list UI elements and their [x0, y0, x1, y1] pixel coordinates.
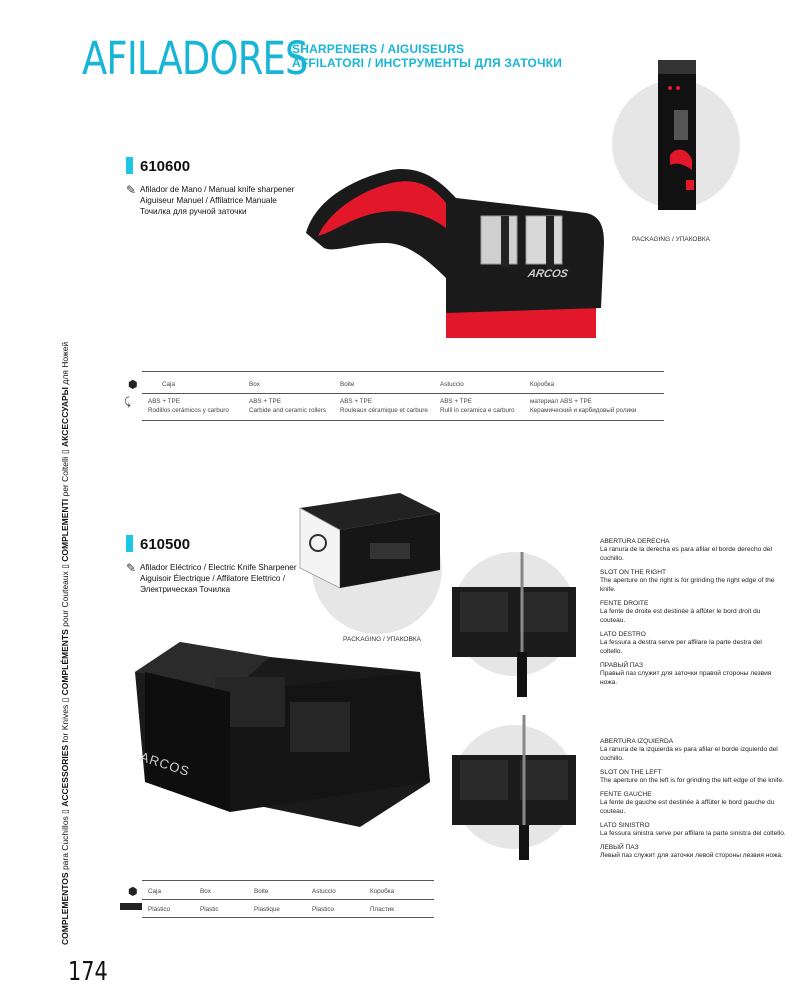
right-slot-detail-image: [452, 552, 576, 702]
packaging-box-image: [290, 488, 450, 598]
note-heading: SLOT ON THE LEFT: [600, 769, 662, 776]
note-body: La fessura sinistra serve per affilare la parte sinistra del coltello.: [600, 830, 786, 837]
note-heading: ABERTURA IZQUIERDA: [600, 738, 674, 745]
note-body: La ranura de la derecha es para afilar el borde derecho del cuchillo.: [600, 546, 772, 562]
table-divider: [142, 371, 664, 372]
note-body: The aperture on the right is for grinding the right edge of the knife.: [600, 577, 775, 593]
page-title: AFILADORES: [82, 32, 308, 85]
material-icon: [120, 903, 142, 910]
table-header-cell: Caja: [162, 381, 175, 388]
note-block: [600, 569, 786, 594]
note-heading: FENTE GAUCHE: [600, 791, 652, 798]
sidebar-text-part: per Coltelli ▯: [60, 446, 70, 499]
note-block: [600, 844, 786, 860]
right-slot-notes: [600, 538, 786, 693]
sidebar-text-part: для Ножей: [60, 341, 70, 387]
packaging-caption: PACKAGING / УПАКОВКА: [343, 636, 421, 643]
packaging-box-image: [648, 60, 708, 210]
note-block: [600, 791, 786, 816]
left-slot-detail-image: [452, 715, 576, 865]
page-number: 174: [68, 957, 108, 987]
table-header-cell: Astuccio: [440, 381, 464, 388]
code-marker: [126, 157, 133, 174]
material-icon: ⤹: [124, 396, 131, 408]
table-cell: Plastico: [312, 906, 335, 913]
note-block: [600, 600, 786, 625]
table-header-cell: Коробка: [530, 381, 555, 388]
manual-sharpener-image: [296, 158, 614, 348]
note-heading: LATO SINISTRO: [600, 822, 650, 829]
sidebar-text-part: COMPLEMENTI: [60, 498, 70, 562]
page-subtitle-line2: AFFILATORI / ИНСТРУМЕНТЫ ДЛЯ ЗАТОЧКИ: [292, 56, 563, 70]
table-cell: Plástico: [148, 906, 171, 913]
brand-logo: ARCOS: [138, 749, 192, 780]
table-header-cell: Коробка: [370, 888, 395, 895]
packaging-caption: PACKAGING / УПАКОВКА: [632, 236, 710, 243]
electric-sharpener-image: [120, 632, 440, 832]
note-block: [600, 822, 786, 838]
note-block: [600, 738, 786, 763]
sidebar-text-part: АКСЕССУАРЫ: [60, 387, 70, 447]
note-heading: SLOT ON THE RIGHT: [600, 569, 667, 576]
table-cell: ABS + TPE Rodillos cerámicos y carburo: [148, 398, 229, 414]
note-body: Правый паз служит для заточки правой стороны лезвия ножа.: [600, 670, 772, 686]
box-icon: ⬢: [128, 886, 138, 898]
box-icon: ⬢: [128, 379, 138, 391]
sidebar-text-part: for Knives ▯: [60, 695, 70, 745]
table-cell: Plastic: [200, 906, 219, 913]
note-body: La fente de droite est destinée à affûter le bord droit du couteau.: [600, 608, 761, 624]
note-block: [600, 769, 786, 785]
sidebar-text-part: pour Couteaux ▯: [60, 561, 70, 630]
sidebar-text-part: COMPLÉMENTS: [60, 629, 70, 696]
pencil-icon: ✎: [126, 561, 137, 575]
note-heading: ЛЕВЫЙ ПАЗ: [600, 844, 639, 851]
pencil-icon: ✎: [126, 183, 137, 197]
table-header-cell: Boite: [254, 888, 269, 895]
table-header-cell: Astuccio: [312, 888, 336, 895]
sidebar-text-part: COMPLEMENTOS: [60, 872, 70, 945]
table-cell: материал ABS + TPE Керамический и карбидовый ролики: [530, 398, 637, 414]
product-description: Afilador de Mano / Manual knife sharpener Aiguiseur Manuel / Affilatrice Manuale Точилка для ручной заточки: [140, 185, 295, 216]
table-header-cell: Box: [200, 888, 211, 895]
product-code: 610600: [140, 158, 191, 175]
table-header-cell: Boite: [340, 381, 355, 388]
left-slot-notes: [600, 738, 786, 866]
table-divider: [142, 880, 434, 881]
table-header-cell: Caja: [148, 888, 161, 895]
product-code: 610500: [140, 536, 191, 553]
table-divider: [142, 917, 434, 918]
note-heading: FENTE DROITE: [600, 600, 649, 607]
table-cell: ABS + TPE Rulli in ceramica e carburo: [440, 398, 515, 414]
table-divider: [142, 420, 664, 421]
table-cell: ABS + TPE Carbide and ceramic rollers: [249, 398, 326, 414]
brand-logo: ARCOS: [526, 268, 570, 280]
table-cell: Пластик: [370, 906, 395, 913]
sidebar-vertical-text: [60, 342, 71, 945]
note-heading: LATO DESTRO: [600, 631, 646, 638]
table-cell: Plastique: [254, 906, 280, 913]
note-body: La ranura de la izquierda es para afilar el borde izquierdo del cuchillo.: [600, 746, 778, 762]
note-body: La fente de gauche est destinée à affûter le bord gauche du couteau.: [600, 799, 775, 815]
note-body: The aperture on the left is for grinding the left edge of the knife.: [600, 777, 785, 784]
table-divider: [142, 393, 664, 394]
page-subtitle-line1: SHARPENERS / AIGUISEURS: [292, 42, 465, 56]
code-marker: [126, 535, 133, 552]
note-block: [600, 631, 786, 656]
note-heading: ABERTURA DERECHA: [600, 538, 670, 545]
note-block: [600, 538, 786, 563]
table-divider: [142, 899, 434, 900]
sidebar-text-part: ACCESSORIES: [60, 744, 70, 807]
note-heading: ПРАВЫЙ ПАЗ: [600, 662, 643, 669]
table-header-cell: Box: [249, 381, 260, 388]
note-body: Левый паз служит для заточки левой стороны лезвия ножа.: [600, 852, 783, 859]
sidebar-text-part: para Cuchillos ▯: [60, 806, 70, 873]
table-cell: ABS + TPE Rouleaux céramique et carbure: [340, 398, 428, 414]
note-body: La fessura a destra serve per affilare la parte destra del coltello.: [600, 639, 762, 655]
note-block: [600, 662, 786, 687]
product-description: Afilador Eléctrico / Electric Knife Sharpener Aiguisoir Électrique / Affilatore Elettrico / Электрическая Точилка: [140, 563, 297, 594]
